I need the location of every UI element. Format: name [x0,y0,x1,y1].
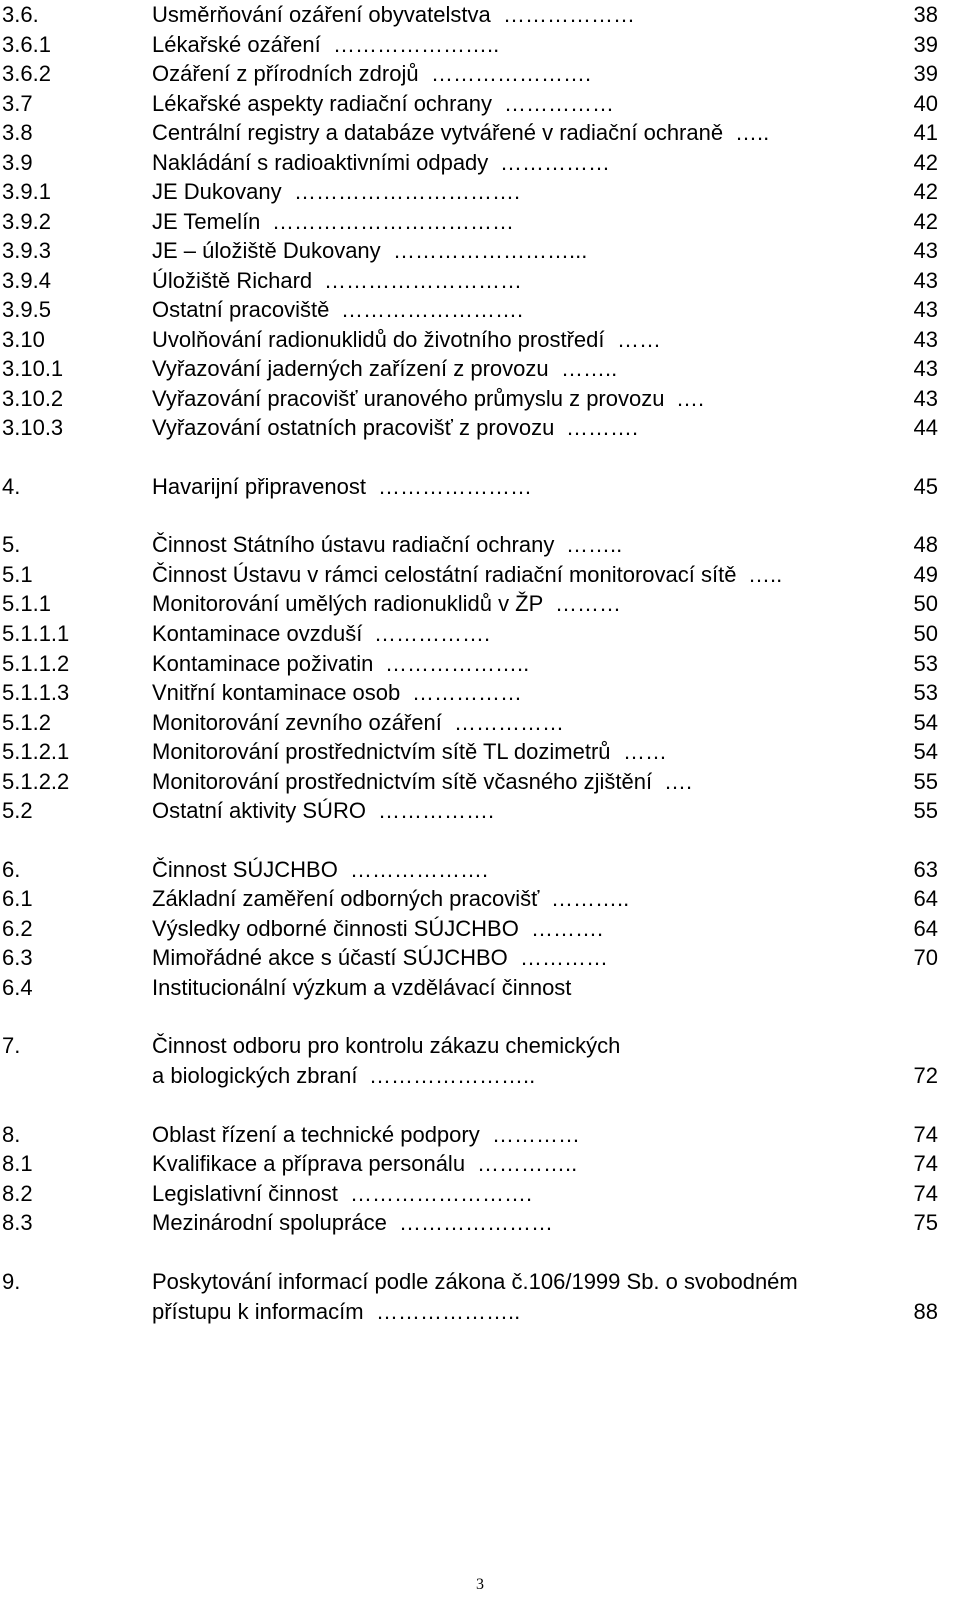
toc-entry-leader-dots: ….. [748,562,783,587]
toc-entry-page: 48 [913,532,938,557]
toc-entry-page: 74 [913,1121,938,1147]
toc-entry [0,914,960,944]
toc-entry-title: Monitorování prostřednictvím sítě včasného zjištění [152,768,653,794]
toc-entry-number: 3.9.2 [2,208,51,234]
toc-entry-number: 3.9.4 [2,267,51,293]
toc-entry-title: Monitorování zevního ozáření [152,709,442,735]
toc-entry [0,884,960,914]
toc-entry [0,708,960,738]
toc-entry-page: 54 [913,709,938,735]
toc-entry-page: 41 [913,120,938,145]
toc-entry [0,678,960,708]
toc-entry [0,266,960,296]
toc-entry-number: 3.10.2 [2,385,64,411]
toc-entry-number: 5.1 [2,562,33,587]
toc-entry [0,295,960,325]
toc-entry-title: Uvolňování radionuklidů do životního prostředí [152,326,605,352]
toc-entry [0,236,960,266]
toc-entry-leader-dots: ……….. [551,886,630,911]
toc-entry-page: 43 [913,297,938,322]
toc-entry-page: 39 [913,31,938,57]
toc-entry-leader-dots: …………………. [431,61,592,86]
toc-entry-title: Úložiště Richard [152,267,313,293]
toc-entry-number: 8. [2,1121,21,1147]
toc-entry-title: Ostatní pracoviště [152,297,330,322]
toc-entry-leader-dots: ……… [555,591,621,616]
toc-entry-page: 53 [913,680,938,705]
toc-entry-leader-dots: ………………….. [369,1063,536,1088]
toc-entry-title: Vnitřní kontaminace osob [152,680,401,705]
toc-entry-number: 3.10 [2,326,45,352]
toc-entry-number: 3.10.1 [2,356,64,381]
toc-entry-title: Kvalifikace a příprava personálu [152,1151,466,1176]
toc-entry [0,413,960,443]
toc-entry-title: Monitorování prostřednictvím sítě TL dozimetrů [152,739,611,764]
toc-entry-leader-dots: …………… [454,709,564,735]
toc-entry-page: 39 [913,61,938,86]
toc-entry-title: Ostatní aktivity SÚRO [152,798,366,823]
toc-entry-leader-dots: …………………………. [294,179,521,204]
toc-entry-leader-dots: …………… [504,90,614,116]
toc-entry-number: 8.1 [2,1151,33,1176]
toc-entry-leader-dots: ………………… [378,474,532,499]
toc-entry [0,118,960,148]
toc-entry-leader-dots: ……………………. [341,297,524,322]
toc-entry-number: 6.1 [2,886,33,911]
page-number: 3 [476,1576,484,1593]
toc-entry-leader-dots: ….. [735,120,770,145]
toc-entry-leader-dots: …………………………… [272,208,514,234]
toc-entry-leader-dots: …… [617,326,661,352]
toc-entry-page: 75 [913,1210,938,1235]
toc-entry [0,649,960,679]
toc-entry [0,560,960,590]
toc-entry [0,1297,960,1327]
toc-entry-page: 45 [913,474,938,499]
toc-entry-page: 42 [913,179,938,204]
toc-entry-number: 3.9 [2,149,33,175]
toc-entry-number: 8.2 [2,1180,33,1206]
toc-entry-page: 54 [913,739,938,764]
toc-entry-leader-dots: ………………….. [333,31,500,57]
toc-entry-page: 38 [913,2,938,27]
toc-entry-leader-dots: …….. [566,532,623,557]
toc-entry-leader-dots: ……………… [503,2,635,27]
toc-entry-title: Lékařské ozáření [152,31,321,57]
toc-entry-title: Kontaminace ovzduší [152,621,363,646]
toc-entry-title: Nakládání s radioaktivními odpady [152,149,489,175]
toc-entry-leader-dots: …………… [500,149,610,175]
toc-entry-page: 70 [913,945,938,970]
toc-entry-page: 53 [913,650,938,676]
toc-entry-leader-dots: …….. [561,356,618,381]
toc-entry [0,1120,960,1150]
toc-entry [0,1179,960,1209]
toc-entry [0,30,960,60]
toc-entry-leader-dots: …… [623,739,667,764]
toc-entry-leader-dots: ………….. [477,1151,578,1176]
toc-entry-page: 55 [913,768,938,794]
toc-entry [0,148,960,178]
toc-entry-leader-dots: …………… [412,680,522,705]
toc-entry-title: Základní zaměření odborných pracovišť [152,886,540,911]
toc-entry [0,384,960,414]
toc-entry-page: 50 [913,621,938,646]
toc-entry-number: 3.9.1 [2,179,51,204]
toc-entry-leader-dots: ………………. [350,856,489,882]
toc-entry-page: 63 [913,856,938,882]
toc-entry [0,207,960,237]
toc-entry [0,767,960,797]
toc-entry-number: 5.1.2.1 [2,739,70,764]
toc-entry [0,354,960,384]
toc-entry-leader-dots: ………… [520,945,608,970]
toc-entry-title: Mimořádné akce s účastí SÚJCHBO [152,945,508,970]
toc-entry-leader-dots: ……………….. [376,1298,521,1324]
toc-entry-title: Institucionální výzkum a vzdělávací činnost [152,974,572,1000]
toc-entry-number: 6. [2,856,21,882]
toc-entry-leader-dots: ……………………. [350,1180,533,1206]
toc-entry-page: 64 [913,915,938,941]
toc-entry-title: JE Dukovany [152,179,282,204]
toc-entry-page: 43 [913,326,938,352]
toc-entry-page: 88 [913,1298,938,1324]
toc-entry-number: 3.7 [2,90,33,116]
toc-entry-page: 49 [913,562,938,587]
toc-entry-title: Činnost Ústavu v rámci celostátní radiační monitorovací sítě [152,562,737,587]
toc-entry-number: 5. [2,532,21,557]
toc-entry-title: Lékařské aspekty radiační ochrany [152,90,492,116]
toc-entry-page: 64 [913,886,938,911]
toc-entry [0,1061,960,1091]
toc-entry-title: Mezinárodní spolupráce [152,1210,387,1235]
toc-entry-number: 5.1.1.2 [2,650,70,676]
toc-entry-number: 5.1.1.3 [2,680,70,705]
toc-entry [0,177,960,207]
toc-entry [0,1031,960,1061]
toc-entry-title: Legislativní činnost [152,1180,338,1206]
toc-entry-number: 3.8 [2,120,33,145]
toc-entry [0,796,960,826]
toc-entry [0,737,960,767]
toc-entry [0,1149,960,1179]
toc-entry-number: 4. [2,474,21,499]
toc-entry-number: 3.6.2 [2,61,51,86]
toc-entry-number: 5.1.1.1 [2,621,70,646]
toc-entry [0,325,960,355]
toc-entry-title: Vyřazování ostatních pracovišť z provozu [152,415,555,440]
toc-entry [0,1208,960,1238]
toc-entry-number: 7. [2,1033,21,1058]
toc-entry-number: 3.9.5 [2,297,51,322]
toc-entry [0,1267,960,1297]
toc-entry [0,59,960,89]
toc-entry [0,472,960,502]
toc-entry-leader-dots: ………. [566,415,639,440]
toc-entry-page: 40 [913,90,938,116]
toc-entry-number: 5.1.1 [2,591,51,616]
toc-entry-title: Centrální registry a databáze vytvářené v radiační ochraně [152,120,724,145]
toc-entry-title: Kontaminace poživatin [152,650,374,676]
toc-entry-number: 3.6.1 [2,31,51,57]
toc-entry-title: Usměrňování ozáření obyvatelstva [152,2,491,27]
toc-entry-number: 3.10.3 [2,415,64,440]
toc-entry-page: 42 [913,208,938,234]
toc-entry-title: Oblast řízení a technické podpory [152,1121,480,1147]
toc-entry-number: 9. [2,1269,21,1294]
toc-entry-leader-dots: ……………….. [385,650,530,676]
toc-entry-leader-dots: ……………. [374,621,491,646]
toc-entry-page: 72 [913,1063,938,1088]
toc-entry [0,973,960,1003]
toc-entry-title: Ozáření z přírodních zdrojů [152,61,419,86]
toc-entry-title: JE Temelín [152,208,261,234]
toc-entry-title: přístupu k informacím [152,1298,364,1324]
toc-entry-page: 55 [913,798,938,823]
toc-entry-number: 6.2 [2,915,33,941]
toc-entry-title: a biologických zbraní [152,1063,358,1088]
toc-entry-page: 42 [913,149,938,175]
toc-entry-leader-dots: ……………. [378,798,495,823]
toc-entry-page: 43 [913,356,938,381]
toc-entry [0,943,960,973]
toc-entry-leader-dots: ……………………… [324,267,522,293]
toc-entry [0,0,960,30]
toc-entry-title: Monitorování umělých radionuklidů v ŽP [152,591,544,616]
toc-entry-title: Výsledky odborné činnosti SÚJCHBO [152,915,519,941]
toc-entry [0,530,960,560]
toc-entry-page: 50 [913,591,938,616]
toc-entry-title: Poskytování informací podle zákona č.106/1999 Sb. o svobodném [152,1269,798,1294]
toc-entry-title: Vyřazování pracovišť uranového průmyslu z provozu [152,385,665,411]
toc-entry-number: 3.6. [2,2,39,27]
toc-entry-page: 74 [913,1151,938,1176]
toc-entry-number: 6.3 [2,945,33,970]
toc-entry-title: Činnost SÚJCHBO [152,856,338,882]
toc-entry-number: 3.9.3 [2,238,51,263]
toc-entry-page: 43 [913,267,938,293]
toc-entry-number: 6.4 [2,974,33,1000]
toc-entry-number: 5.1.2.2 [2,768,70,794]
toc-entry-leader-dots: …. [676,385,705,411]
toc-entry [0,855,960,885]
toc-entry-title: Vyřazování jaderných zařízení z provozu [152,356,549,381]
toc-entry-page: 44 [913,415,938,440]
toc-entry-number: 5.2 [2,798,33,823]
toc-entry-title: Havarijní připravenost [152,474,366,499]
toc-entry-title: Činnost odboru pro kontrolu zákazu chemických [152,1033,621,1058]
toc-entry [0,619,960,649]
toc-entry-page: 43 [913,238,938,263]
toc-entry-number: 8.3 [2,1210,33,1235]
toc-entry [0,589,960,619]
toc-entry-leader-dots: ………………… [399,1210,553,1235]
toc-entry [0,89,960,119]
toc-entry-leader-dots: ………. [531,915,604,941]
toc-entry-leader-dots: ………… [492,1121,580,1147]
toc-entry-number: 5.1.2 [2,709,51,735]
toc-entry-title: JE – úložiště Dukovany [152,238,381,263]
toc-entry-page: 74 [913,1180,938,1206]
toc-entry-page: 43 [913,385,938,411]
toc-entry-leader-dots: …. [664,768,693,794]
toc-entry-title: Činnost Státního ústavu radiační ochrany [152,532,555,557]
toc-entry-leader-dots: ……………………... [393,238,588,263]
